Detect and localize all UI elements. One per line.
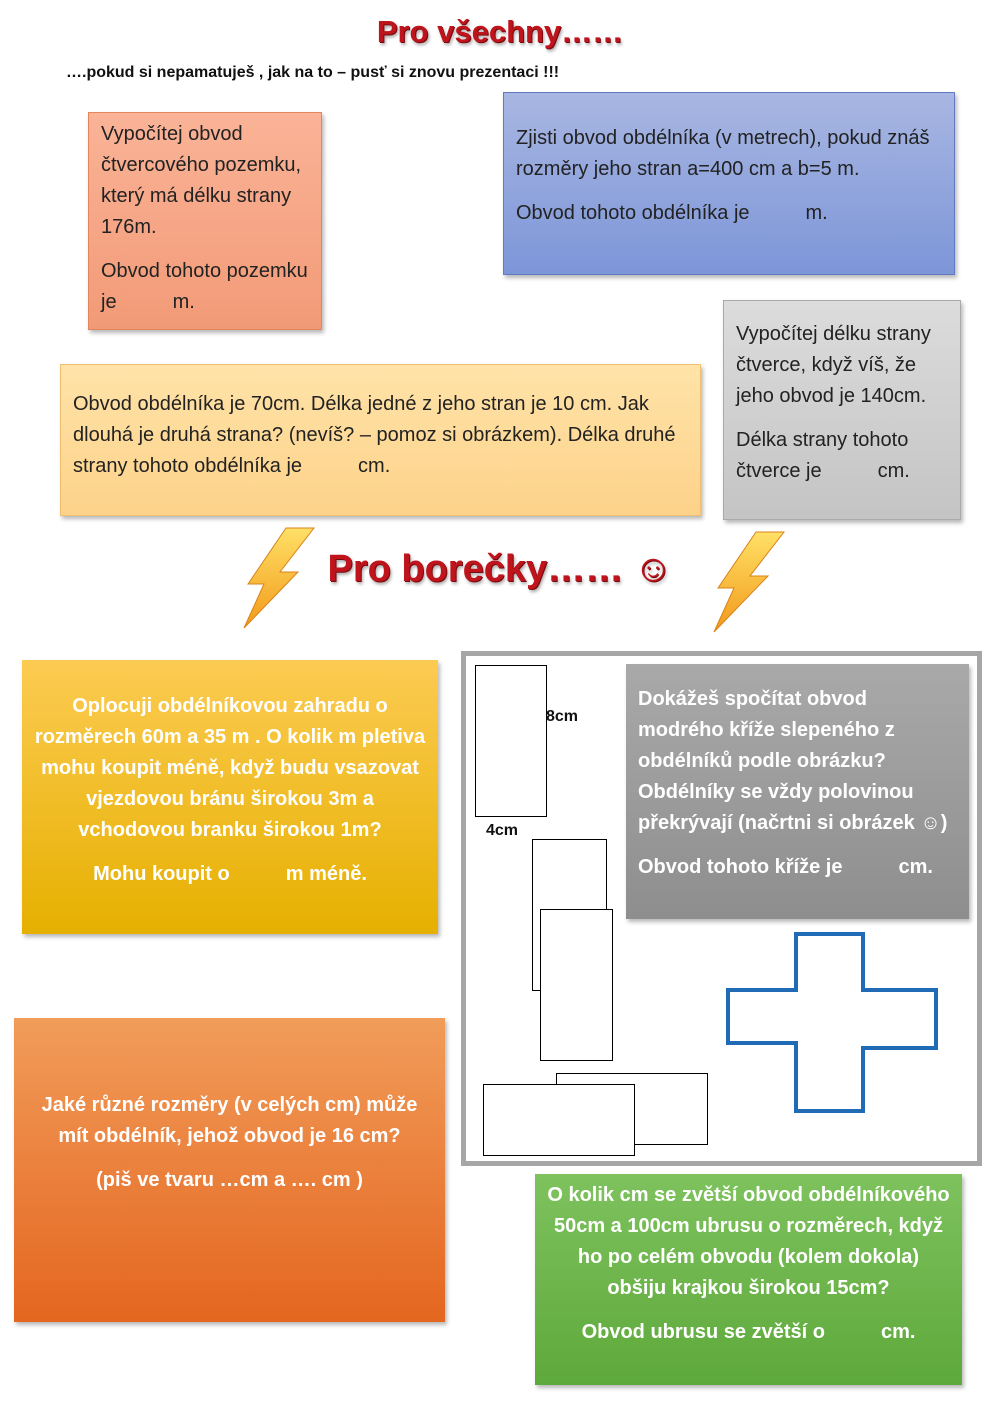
task-question: Vypočítej délku strany čtverce, když víš, že jeho obvod je 140cm. [736, 323, 931, 407]
answer-prefix: Obvod ubrusu se zvětší o [581, 1321, 825, 1343]
task-question: Obvod obdélníka je 70cm. Délka jedné z jeho stran je 10 cm. Jak dlouhá je druhá strana? (nevíš? – pomoz si obrázkem). Délka druhé strany tohoto obdélníka je [73, 393, 676, 477]
task-card-cross [626, 664, 969, 919]
task-card-second-side [60, 364, 701, 516]
dimension-label-height: 8cm [546, 708, 579, 725]
rectangle-shape [540, 909, 613, 1061]
subtitle-hint: ….pokud si nepamatuješ , jak na to – pusť si znovu prezentaci !!! [66, 64, 560, 81]
answer-prefix: Obvod tohoto kříže je [638, 856, 843, 878]
answer-hint: (piš ve tvaru …cm a …. cm ) [96, 1169, 363, 1191]
task-question: Jaké různé rozměry (v celých cm) může mít obdélník, jehož obvod je 16 cm? [41, 1094, 418, 1147]
answer-unit: cm. [898, 856, 933, 878]
answer-line [547, 1317, 950, 1348]
task-card-fence [22, 660, 438, 934]
lightning-icon [706, 530, 786, 634]
task-question: Vypočítej obvod čtvercového pozemku, který má délku strany 176m. [101, 123, 302, 238]
task-question: Oplocuji obdélníkovou zahradu o rozměrech 60m a 35 m . O kolik m pletiva mohu koupit méně, když budu vsazovat vjezdovou bránu širokou 3m a vchodovou branku širokou 1m? [34, 695, 426, 841]
answer-prefix: Mohu koupit o [93, 863, 230, 885]
rectangle-shape [483, 1084, 635, 1156]
answer-line [736, 425, 948, 487]
dimension-label-width: 4cm [486, 822, 519, 839]
answer-prefix: Obvod tohoto obdélníka je [516, 202, 750, 224]
answer-prefix: Obvod tohoto pozemku je [101, 260, 308, 313]
answer-suffix: m méně. [285, 863, 367, 885]
answer-unit: m. [172, 291, 195, 313]
answer-unit: m. [805, 202, 828, 224]
section-heading-all: Pro všechny…… [376, 14, 624, 49]
section-heading-advanced: Pro borečky…… ☺ [327, 548, 673, 590]
blue-cross-shape [723, 931, 943, 1116]
answer-line [73, 389, 688, 482]
task-card-rectangle-meters [503, 92, 955, 275]
task-card-tablecloth [535, 1174, 962, 1385]
task-question: Dokážeš spočítat obvod modrého kříže slepeného z obdélníků podle obrázku? Obdélníky se vždy polovinou překrývají (načrtni si obrázek ☺) [638, 688, 948, 834]
answer-line [32, 859, 428, 890]
answer-line [638, 852, 957, 883]
answer-prefix: Délka strany tohoto čtverce je [736, 429, 909, 482]
task-card-square-side [723, 300, 961, 520]
task-card-dimensions [14, 1018, 445, 1322]
task-card-square-field [88, 112, 322, 330]
answer-unit: cm. [877, 460, 910, 482]
rectangle-shape [475, 665, 547, 817]
answer-unit: cm. [880, 1321, 916, 1343]
task-question: O kolik cm se zvětší obvod obdélníkového 50cm a 100cm ubrusu o rozměrech, když ho po celém obvodu (kolem dokola) obšiju krajkou širokou 15cm? [547, 1184, 950, 1299]
answer-line [516, 198, 942, 229]
answer-unit: cm. [358, 455, 391, 477]
task-question: Zjisti obvod obdélníka (v metrech), pokud znáš rozměry jeho stran a=400 cm a b=5 m. [516, 127, 930, 180]
answer-line [101, 256, 309, 318]
